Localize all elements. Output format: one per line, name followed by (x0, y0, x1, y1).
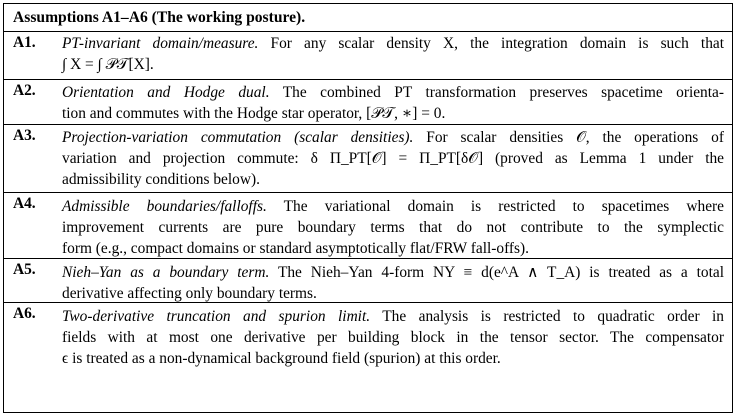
assumption-term: Projection-variation commutation (scalar densities). (62, 129, 414, 146)
assumption-a3 (4, 124, 732, 192)
assumption-a5 (4, 258, 732, 302)
assumption-line: improvement currents are pure boundary terms that do not contribute to the symplectic (62, 219, 724, 236)
assumption-id: A2. (13, 82, 36, 99)
assumption-a4 (4, 192, 732, 258)
assumption-line (62, 306, 724, 327)
assumption-term: Two-derivative truncation and spurion limit. (62, 308, 371, 325)
assumption-id: A3. (13, 127, 36, 144)
assumption-line (62, 196, 724, 217)
assumption-a2 (4, 79, 732, 124)
assumption-line: variation and projection commute: δ Π_PT[𝒪] = Π_PT[δ𝒪] (proved as Lemma 1 under the (62, 150, 724, 167)
assumption-line: ∫ X = ∫ 𝒫𝒯[X]. (62, 56, 154, 73)
assumption-line: ϵ is treated as a non-dynamical background field (spurion) at this order. (62, 350, 501, 367)
assumptions-title: Assumptions A1–A6 (The working posture). (4, 4, 732, 32)
assumption-text: The Nieh–Yan 4-form NY ≡ d(e^A ∧ T_A) is treated as a total (269, 264, 725, 281)
assumption-a1 (4, 32, 732, 79)
assumption-line (62, 82, 724, 103)
assumption-line: derivative affecting only boundary terms. (62, 285, 317, 302)
assumption-line: tion and commutes with the Hodge star operator, [𝒫𝒯, ∗] = 0. (62, 105, 446, 122)
assumption-a6 (4, 302, 732, 370)
assumption-term: PT-invariant domain/measure. (62, 35, 259, 52)
assumption-text: The variational domain is restricted to spacetimes where (266, 198, 724, 215)
assumption-id: A1. (13, 34, 36, 51)
assumption-line: form (e.g., compact domains or standard asymptotically flat/FRW fall-offs). (62, 240, 530, 257)
assumption-line: admissibility conditions below). (62, 171, 260, 188)
assumption-text: The analysis is restricted to quadratic order in (370, 308, 724, 325)
assumption-id: A6. (13, 305, 36, 322)
assumption-text: For scalar densities 𝒪, the operations of (413, 129, 724, 146)
assumption-id: A5. (13, 261, 36, 278)
assumptions-box (3, 3, 733, 413)
assumption-line (62, 33, 724, 54)
assumption-id: A4. (13, 195, 36, 212)
assumption-line: fields with at most one derivative per building block in the tensor sector. The compensator (62, 329, 724, 346)
assumption-line (62, 262, 724, 283)
assumption-text: For any scalar density X, the integration domain is such that (258, 35, 724, 52)
assumption-term: Nieh–Yan as a boundary term. (62, 264, 270, 281)
assumption-text: The combined PT transformation preserves spacetime orienta- (269, 84, 724, 101)
assumption-term: Orientation and Hodge dual. (62, 84, 270, 101)
assumption-term: Admissible boundaries/falloffs. (62, 198, 267, 215)
assumption-line (62, 127, 724, 148)
